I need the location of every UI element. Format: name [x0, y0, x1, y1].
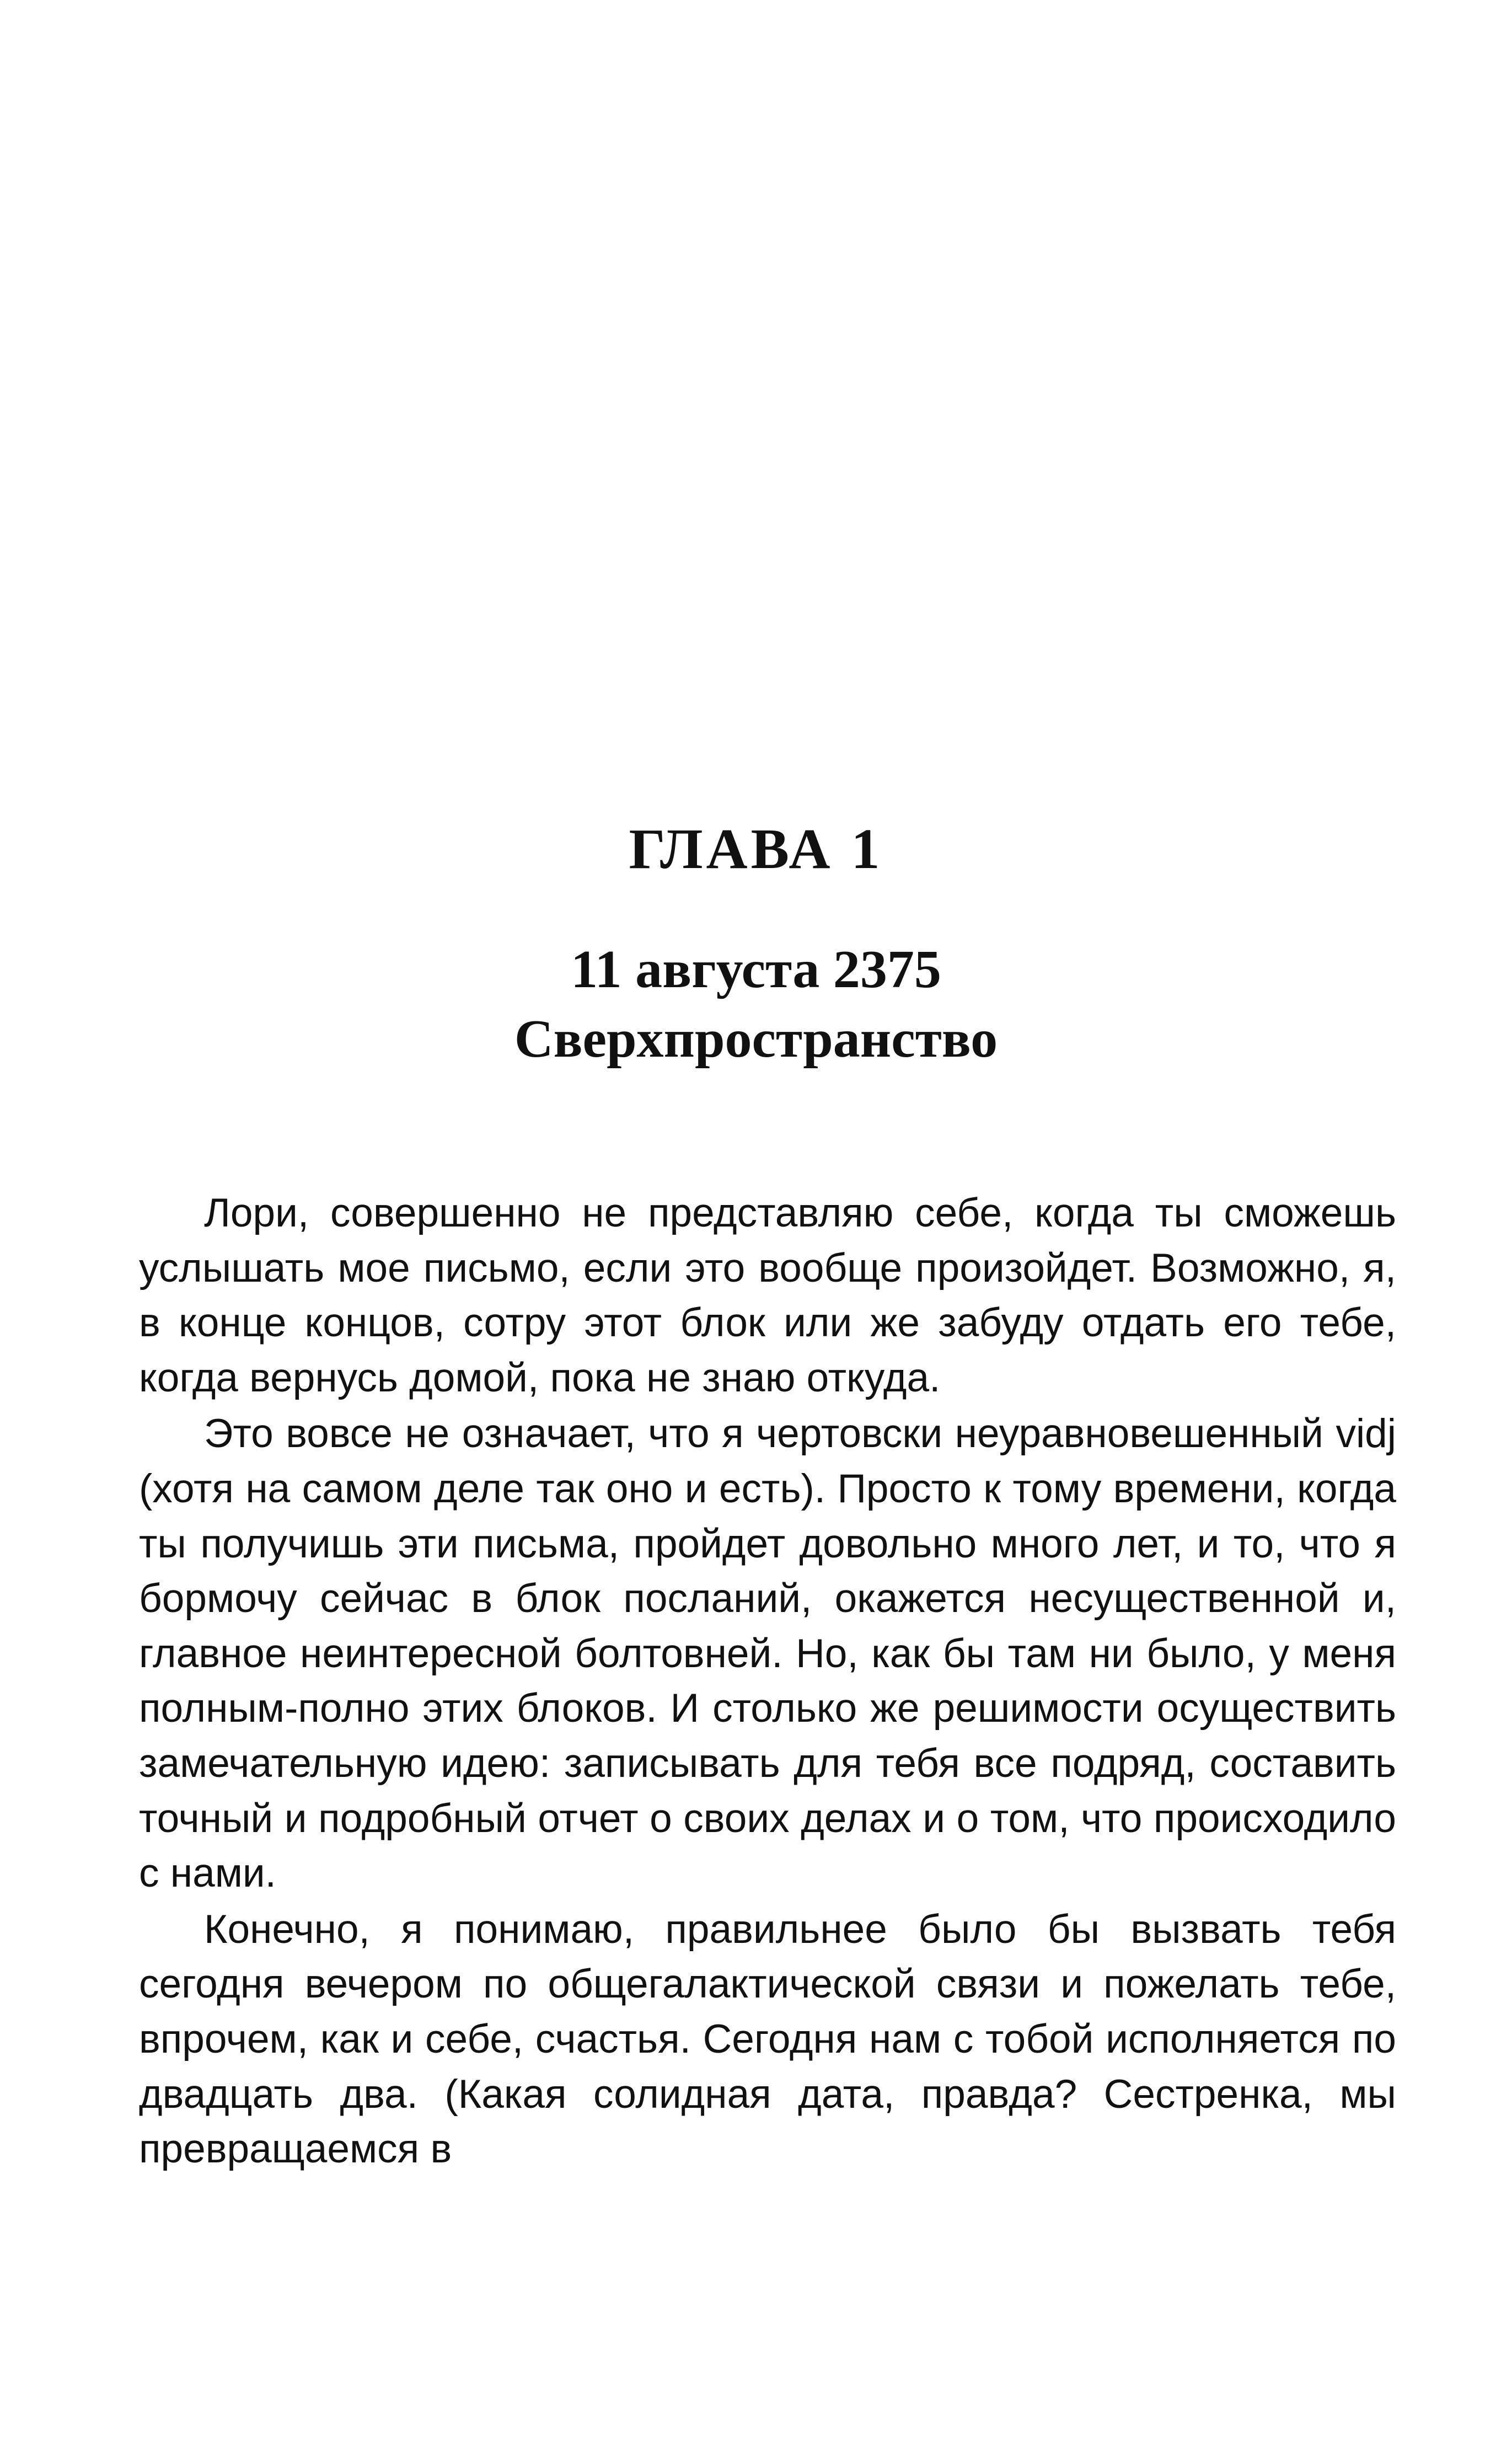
- chapter-date: 11 августа 2375: [571, 940, 941, 999]
- chapter-heading: ГЛАВА 1: [629, 817, 883, 881]
- paragraph: Лори, совершенно не представляю себе, когда ты сможешь услышать мое письмо, если это вообще произойдет. Возможно, я, в конце концов, сотру этот блок или же забуду отдать его тебе, когда вернусь домой, пока не знаю откуда.: [139, 1191, 1396, 1400]
- paragraph: Конечно, я понимаю, правильнее было бы вызвать тебя сегодня вечером по общегалактической связи и пожелать тебе, впрочем, как и себе, счастья. Сегодня нам с тобой исполняется по двадцать два. (Какая солидная дата, правда? Сестренка, мы превращаемся в: [139, 1907, 1396, 2172]
- paragraph: Это вовсе не означает, что я чертовски неуравновешенный vidj (хотя на самом деле так оно и есть). Просто к тому времени, когда ты получишь эти письма, пройдет довольно много лет, и то, что я бормочу сейчас в блок посланий, окажется несущественной и, главное неинтересной болтовней. Но, как бы там ни было, у меня полным-полно этих блоков. И столько же решимости осуществить замечательную идею: записывать для тебя все подряд, составить точный и подробный отчет о своих делах и о том, что происходило с нами.: [139, 1411, 1396, 1896]
- chapter-place: Сверхпространство: [514, 1009, 998, 1069]
- body-text: [139, 1186, 1396, 2178]
